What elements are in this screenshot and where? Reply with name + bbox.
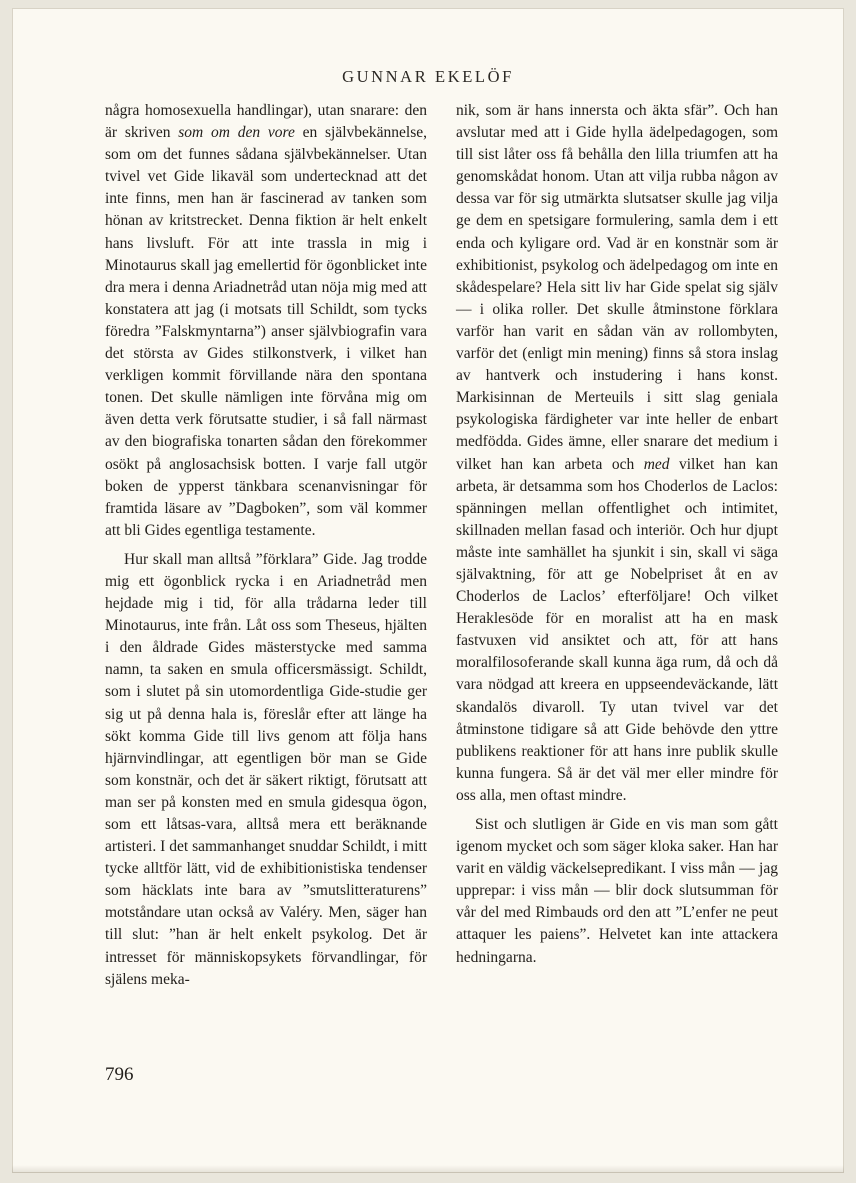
paragraph: Sist och slutligen är Gide en vis man som gått igenom mycket och som säger kloka saker. Han har varit en väldig väckelsepredikant. I viss mån — jag upprepar: i viss mån — blir dock slutsumman för vår del med Rimbauds ord den att ”L’enfer ne peut attaquer les paiens”. Helvetet kan inte attackera hedningarna. — [456, 816, 778, 966]
running-head: GUNNAR EKELÖF — [342, 67, 514, 86]
paragraph — [105, 100, 427, 542]
paragraph-text: vilket han kan arbeta, är detsamma som hos Choderlos de Laclos: spänningen mellan offentlighet och intimitet, skillnaden mellan fasad och interiör. Och hur djupt måste inte samhället ha sjunkit i sin, skall vi säga självaktning, för att ge Nobelpriset åt en av Choderlos de Laclos’ efterföljare! Och vilket Heraklesöde för en moralist att ha en mask fastvuxen vid ansiktet och att, för att hans moralfilosoferande skall kunna äga rum, då och då vara nödgad att kreera en uppseendeväckande, lätt skandalös divaroll. Ty utan tvivel var det åtminstone tidigare så att Gide behövde den yttre publikens reaktioner för att hans inre publik skulle kunna fungera. Så är det väl mer eller mindre för oss alla, men oftast mindre. — [456, 455, 779, 804]
page-edge-shadow — [12, 1165, 844, 1173]
paragraph-text: en självbekännelse, som om det funnes sådana självbekännelser. Utan tvivel vet Gide likaväl som undertecknad att det inte finns, men han är fascinerad av tanken som hönan av kritstrecket. Denna fiktion är helt enkelt hans livsluft. För att inte trassla in mig i Minotaurus skall jag emellertid för ögonblicket inte dra mera i denna Ariadnetråd utan nöja mig med att konstatera att jag (i motsats till Schildt, som tycks föredra ”Falskmyntarna”) anser självbiografin vara det största av Gides stilkonstverk, i vilket han verkligen kommit förvillande nära den spontana tonen. Det skulle nämligen inte förvåna mig om även detta verk förutsatte studier, i så fall närmast av den biografiska tonarten sådan den förekommer osökt på anglosachsisk botten. I varje fall utgör boken de ypperst tänkbara scenanvisningar för framtida läsare av ”Dagboken”, som väl kommer att bli Gides egentliga testamente. — [105, 124, 428, 539]
paragraph: Hur skall man alltså ”förklara” Gide. Jag trodde mig ett ögonblick rycka i en Ariadnetråd men hejdade mig i tid, för alla trådarna leder till Minotaurus, inte från. Låt oss som Theseus, hjälten i den åldrade Gides mästerstycke med samma namn, ta saken en smula officersmässigt. Schildt, som i slutet på sin utomordentliga Gide-studie ger sig ut på denna hala is, föreslår efter att länge ha sökt komma Gide till livs genom att följa hans hjärnvindlingar, att egentligen bör man se Gide som konstnär, och det är säkert riktigt, förutsatt att man ser på konsten med en smula gidesqua ögon, som ett låtsas-vara, alltså mera ett beräknande artisteri. I det sammanhanget snuddar Schildt, i mitt tycke alltför lätt, vid de exhibitionistiska tendenser som häcklats inte bara av ”smutslitteraturens” motståndare utan också av Valéry. Men, säger han till slut: ”han är helt enkelt psykolog. Det är intresset för människopsykets förvandlingar, för själens meka- — [105, 550, 427, 988]
paragraph-text: några homosexuella handlingar), utan snarare: den är skriven — [105, 102, 427, 142]
text-column-left — [105, 100, 427, 991]
italic-word: med — [643, 455, 670, 473]
text-column-right — [456, 100, 778, 969]
paragraph — [456, 100, 778, 807]
italic-phrase: som om den vore — [178, 124, 295, 142]
page-number: 796 — [105, 1064, 134, 1085]
book-page — [12, 8, 844, 1173]
paragraph-text: nik, som är hans innersta och äkta sfär”. Och han avslutar med att i Gide hylla ädelpedagogen, som till sist låter oss få behålla den lilla triumfen att ha genomskådat honom. Utan att vilja rubba någon av dessa var för sig utmärkta slutsatser skulle jag vilja ge dem en spetsigare formulering, samla dem i ett enda och kyligare ord. Vad är en konstnär som är exhibitionist, psykolog och ädelpedagog om inte en skådespelare? Hela sitt liv har Gide spelat sig själv — i olika roller. Det skulle åtminstone förklara varför han varit en sådan vän av rollombyten, varför det (enligt min mening) finns så stora inslag av hantverk och instudering i hans konst. Markisinnan de Merteuils i sitt slag geniala psykologiska färdigheter var inte heller de enbart medfödda. Gides ämne, eller snarare det medium i vilket han kan arbeta och — [456, 102, 778, 473]
